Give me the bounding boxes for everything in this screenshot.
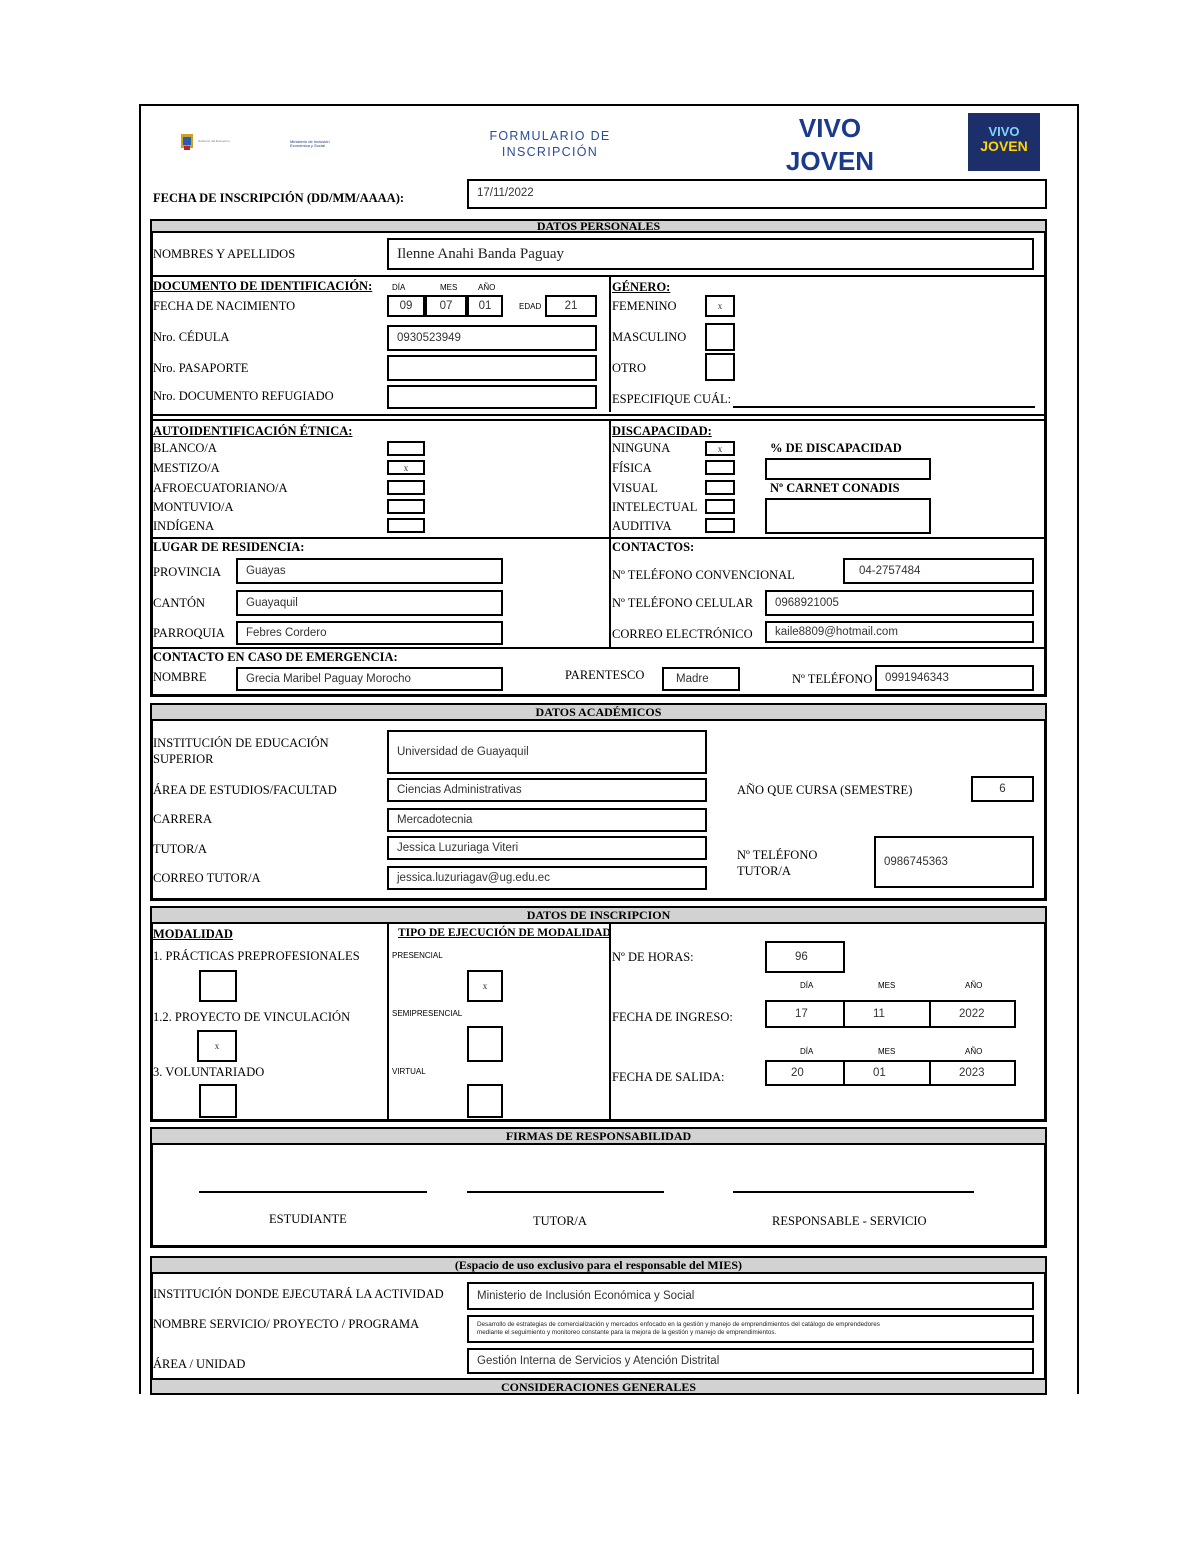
tutor-signature-line[interactable]	[467, 1191, 664, 1193]
parentesco-label: PARENTESCO	[565, 668, 645, 682]
discapacidad-item-label: INTELECTUAL	[612, 500, 698, 514]
emergencia-nombre-label: NOMBRE	[153, 670, 207, 684]
cedula-field[interactable]: 0930523949	[387, 325, 597, 351]
discapacidad-checkbox[interactable]	[705, 518, 735, 533]
provincia-field[interactable]: Guayas	[236, 558, 503, 584]
porcentaje-label: % DE DISCAPACIDAD	[770, 441, 902, 455]
practicas-checkbox[interactable]	[199, 970, 237, 1002]
otro-label: OTRO	[612, 361, 647, 375]
mies-header: (Espacio de uso exclusivo para el responsable del MIES)	[150, 1256, 1047, 1274]
salida-mes-caption: MES	[878, 1047, 896, 1056]
nacimiento-dia-field[interactable]: 09	[387, 295, 425, 317]
estudiante-caption: ESTUDIANTE	[269, 1212, 347, 1226]
emergencia-title: CONTACTO EN CASO DE EMERGENCIA:	[153, 650, 398, 664]
salida-label: FECHA DE SALIDA:	[612, 1070, 725, 1084]
carnet-field[interactable]	[765, 498, 931, 534]
brand-line-2: JOVEN	[785, 146, 875, 176]
etnia-checkbox[interactable]: x	[387, 460, 425, 475]
form-title-line-1: FORMULARIO DE	[489, 129, 611, 143]
pasaporte-label: Nro. PASAPORTE	[153, 361, 249, 375]
discapacidad-item-label: FÍSICA	[612, 461, 652, 475]
etnia-divider-vertical	[609, 419, 611, 647]
page-top-border	[139, 104, 1079, 106]
inscripcion-divider-2	[609, 924, 611, 1120]
anio-cursa-field[interactable]: 6	[971, 776, 1034, 802]
vinculacion-label: 1.2. PROYECTO DE VINCULACIÓN	[153, 1010, 351, 1024]
masculino-checkbox[interactable]	[705, 323, 735, 351]
ingreso-dia-field[interactable]: 17	[765, 1000, 845, 1028]
divider	[150, 419, 1047, 421]
canton-field[interactable]: Guayaquil	[236, 590, 503, 616]
responsable-signature-line[interactable]	[733, 1191, 974, 1193]
carrera-label: CARRERA	[153, 812, 213, 826]
presencial-checkbox[interactable]: x	[467, 970, 503, 1002]
institucion-label-1: INSTITUCIÓN DE EDUCACIÓN	[153, 736, 329, 750]
modalidad-title: MODALIDAD	[153, 927, 233, 941]
etnia-checkbox[interactable]	[387, 499, 425, 514]
mies-servicio-label: NOMBRE SERVICIO/ PROYECTO / PROGRAMA	[153, 1317, 420, 1331]
etnia-checkbox[interactable]	[387, 518, 425, 533]
pasaporte-field[interactable]	[387, 355, 597, 381]
discapacidad-title: DISCAPACIDAD:	[612, 424, 712, 438]
nacimiento-mes-field[interactable]: 07	[425, 295, 467, 317]
correo-tutor-field[interactable]: jessica.luzuriagav@ug.edu.ec	[387, 866, 707, 890]
femenino-label: FEMENINO	[612, 299, 677, 313]
otro-checkbox[interactable]	[705, 353, 735, 381]
cedula-label: Nro. CÉDULA	[153, 330, 230, 344]
ingreso-anio-caption: AÑO	[965, 981, 983, 990]
divider	[150, 275, 1047, 277]
porcentaje-field[interactable]	[765, 458, 931, 480]
ingreso-mes-field[interactable]: 11	[843, 1000, 931, 1028]
discapacidad-checkbox[interactable]	[705, 460, 735, 475]
nombres-field[interactable]: Ilenne Anahi Banda Paguay	[387, 238, 1034, 270]
etnia-item-label: BLANCO/A	[153, 441, 217, 455]
etnia-checkbox[interactable]	[387, 441, 425, 456]
semipresencial-label: SEMIPRESENCIAL	[392, 1009, 463, 1018]
etnia-title: AUTOIDENTIFICACIÓN ÉTNICA:	[153, 424, 353, 438]
especifique-label: ESPECIFIQUE CUÁL:	[612, 392, 732, 406]
documento-title: DOCUMENTO DE IDENTIFICACIÓN:	[153, 279, 373, 293]
etnia-item-label: MONTUVIO/A	[153, 500, 234, 514]
inscripcion-divider-1	[387, 924, 389, 1120]
edad-label: EDAD	[519, 302, 542, 311]
tipo-title: TIPO DE EJECUCIÓN DE MODALIDAD	[398, 927, 611, 939]
mies-servicio-line-2: mediante el seguimiento y monitoreo constante para la mejora de la gestión y manejo de emprendimientos.	[477, 1329, 777, 1336]
tel-tutor-label-1: Nº TELÉFONO	[737, 848, 818, 862]
tel-tutor-label-2: TUTOR/A	[737, 864, 791, 878]
consideraciones-header: CONSIDERACIONES GENERALES	[150, 1378, 1047, 1395]
fecha-inscripcion-field[interactable]: 17/11/2022	[467, 179, 1047, 209]
emergencia-telefono-label: Nº TELÉFONO	[792, 672, 873, 686]
brand-line-1: VIVO	[798, 113, 862, 143]
inscripcion-header: DATOS DE INSCRIPCION	[150, 906, 1047, 924]
especifique-line[interactable]	[733, 406, 1035, 408]
dia-caption: DÍA	[392, 283, 406, 292]
voluntariado-checkbox[interactable]	[199, 1084, 237, 1118]
divider	[150, 414, 1047, 416]
contactos-title: CONTACTOS:	[612, 540, 695, 554]
discapacidad-checkbox[interactable]	[705, 499, 735, 514]
refugiado-label: Nro. DOCUMENTO REFUGIADO	[153, 389, 334, 403]
discapacidad-item-label: AUDITIVA	[612, 519, 672, 533]
convencional-field[interactable]: 04-2757484	[843, 558, 1034, 584]
voluntariado-label: 3. VOLUNTARIADO	[153, 1065, 265, 1079]
anio-caption: AÑO	[478, 283, 496, 292]
edad-field[interactable]: 21	[545, 295, 597, 317]
convencional-label: Nº TELÉFONO CONVENCIONAL	[612, 568, 795, 582]
mies-institucion-field[interactable]: Ministerio de Inclusión Económica y Social	[467, 1282, 1034, 1310]
tutor-caption: TUTOR/A	[533, 1214, 587, 1228]
vinculacion-checkbox[interactable]: x	[197, 1030, 237, 1062]
celular-field[interactable]: 0968921005	[765, 590, 1034, 616]
ingreso-mes-caption: MES	[878, 981, 896, 990]
mies-area-field[interactable]: Gestión Interna de Servicios y Atención Distrital	[467, 1348, 1034, 1374]
form-title	[470, 128, 630, 160]
ingreso-anio-field[interactable]: 2022	[929, 1000, 1016, 1028]
personal-divider-vertical	[609, 275, 611, 412]
tutor-field[interactable]: Jessica Luzuriaga Viteri	[387, 836, 707, 860]
etnia-item-label: INDÍGENA	[153, 519, 215, 533]
semipresencial-checkbox[interactable]	[467, 1026, 503, 1062]
salida-anio-caption: AÑO	[965, 1047, 983, 1056]
emergencia-nombre-field[interactable]: Grecia Maribel Paguay Morocho	[236, 667, 503, 691]
etnia-item-label: AFROECUATORIANO/A	[153, 481, 288, 495]
mies-servicio-line-1: Desarrollo de estrategias de comercialización y mercados enfocado en la gestión y manejo de emprendimientos del catálogo de emprendedores	[477, 1321, 880, 1328]
femenino-checkbox[interactable]: x	[705, 295, 735, 317]
parentesco-field[interactable]: Madre	[662, 667, 740, 691]
form-title-line-2: INSCRIPCIÓN	[501, 145, 599, 159]
tel-tutor-field[interactable]: 0986745363	[874, 836, 1034, 888]
brand-title	[760, 112, 900, 178]
anio-cursa-label: AÑO QUE CURSA (SEMESTRE)	[737, 783, 913, 797]
responsable-caption: RESPONSABLE - SERVICIO	[772, 1214, 927, 1228]
parroquia-label: PARROQUIA	[153, 626, 225, 640]
correo-tutor-label: CORREO TUTOR/A	[153, 871, 261, 885]
discapacidad-item-label: VISUAL	[612, 481, 658, 495]
salida-mes-field[interactable]: 01	[843, 1060, 931, 1086]
carrera-field[interactable]: Mercadotecnia	[387, 808, 707, 832]
provincia-label: PROVINCIA	[153, 565, 222, 579]
tutor-label: TUTOR/A	[153, 842, 207, 856]
personal-data-header: DATOS PERSONALES	[150, 219, 1047, 233]
area-field[interactable]: Ciencias Administrativas	[387, 778, 707, 802]
celular-label: Nº TELÉFONO CELULAR	[612, 596, 754, 610]
refugiado-field[interactable]	[387, 385, 597, 409]
residencia-title: LUGAR DE RESIDENCIA:	[153, 540, 305, 554]
institucion-label-2: SUPERIOR	[153, 752, 214, 766]
discapacidad-item-label: NINGUNA	[612, 441, 671, 455]
mies-area-label: ÁREA / UNIDAD	[153, 1357, 246, 1371]
emergencia-telefono-field[interactable]: 0991946343	[875, 665, 1034, 691]
page-left-border	[139, 104, 141, 1394]
fecha-inscripcion-label: FECHA DE INSCRIPCIÓN (DD/MM/AAAA):	[153, 191, 405, 205]
vivo-joven-badge	[968, 113, 1040, 171]
mies-servicio-field[interactable]	[467, 1315, 1034, 1343]
horas-field[interactable]: 96	[765, 941, 845, 973]
salida-anio-field[interactable]: 2023	[929, 1060, 1016, 1086]
mies-institucion-label: INSTITUCIÓN DONDE EJECUTARÁ LA ACTIVIDAD	[153, 1287, 444, 1301]
ministry-logo: Ministerio de Inclusión Económica y Social	[290, 139, 330, 148]
virtual-checkbox[interactable]	[467, 1084, 503, 1118]
correo-label: CORREO ELECTRÓNICO	[612, 627, 753, 641]
salida-dia-caption: DÍA	[800, 1047, 814, 1056]
badge-line-2: JOVEN	[980, 138, 1028, 154]
carnet-label: Nº CARNET CONADIS	[770, 481, 900, 495]
mes-caption: MES	[440, 283, 458, 292]
practicas-label: 1. PRÁCTICAS PREPROFESIONALES	[153, 949, 360, 963]
ingreso-label: FECHA DE INGRESO:	[612, 1010, 733, 1024]
etnia-checkbox[interactable]	[387, 480, 425, 495]
firmas-header: FIRMAS DE RESPONSABILIDAD	[150, 1127, 1047, 1145]
gov-caption: Gobierno del Encuentro	[198, 139, 230, 143]
divider	[150, 537, 1047, 539]
correo-field[interactable]: kaile8809@hotmail.com	[765, 621, 1034, 643]
ecuador-shield-logo	[178, 132, 196, 152]
discapacidad-checkbox[interactable]: x	[705, 441, 735, 456]
area-label: ÁREA DE ESTUDIOS/FACULTAD	[153, 783, 337, 797]
badge-line-1: VIVO	[988, 124, 1020, 139]
nacimiento-anio-field[interactable]: 01	[467, 295, 503, 317]
canton-label: CANTÓN	[153, 596, 206, 610]
salida-dia-field[interactable]: 20	[765, 1060, 845, 1086]
discapacidad-checkbox[interactable]	[705, 480, 735, 495]
parroquia-field[interactable]: Febres Cordero	[236, 621, 503, 645]
estudiante-signature-line[interactable]	[199, 1191, 427, 1193]
academic-header: DATOS ACADÉMICOS	[150, 703, 1047, 721]
nacimiento-label: FECHA DE NACIMIENTO	[153, 299, 296, 313]
institucion-field[interactable]: Universidad de Guayaquil	[387, 730, 707, 774]
masculino-label: MASCULINO	[612, 330, 687, 344]
virtual-label: VIRTUAL	[392, 1067, 426, 1076]
genero-title: GÉNERO:	[612, 280, 671, 294]
etnia-item-label: MESTIZO/A	[153, 461, 220, 475]
divider	[150, 647, 1047, 649]
page-right-border	[1077, 104, 1079, 1394]
firmas-section	[150, 1127, 1047, 1248]
presencial-label: PRESENCIAL	[392, 951, 443, 960]
horas-label: Nº DE HORAS:	[612, 950, 694, 964]
ingreso-dia-caption: DÍA	[800, 981, 814, 990]
nombres-label: NOMBRES Y APELLIDOS	[153, 247, 296, 261]
